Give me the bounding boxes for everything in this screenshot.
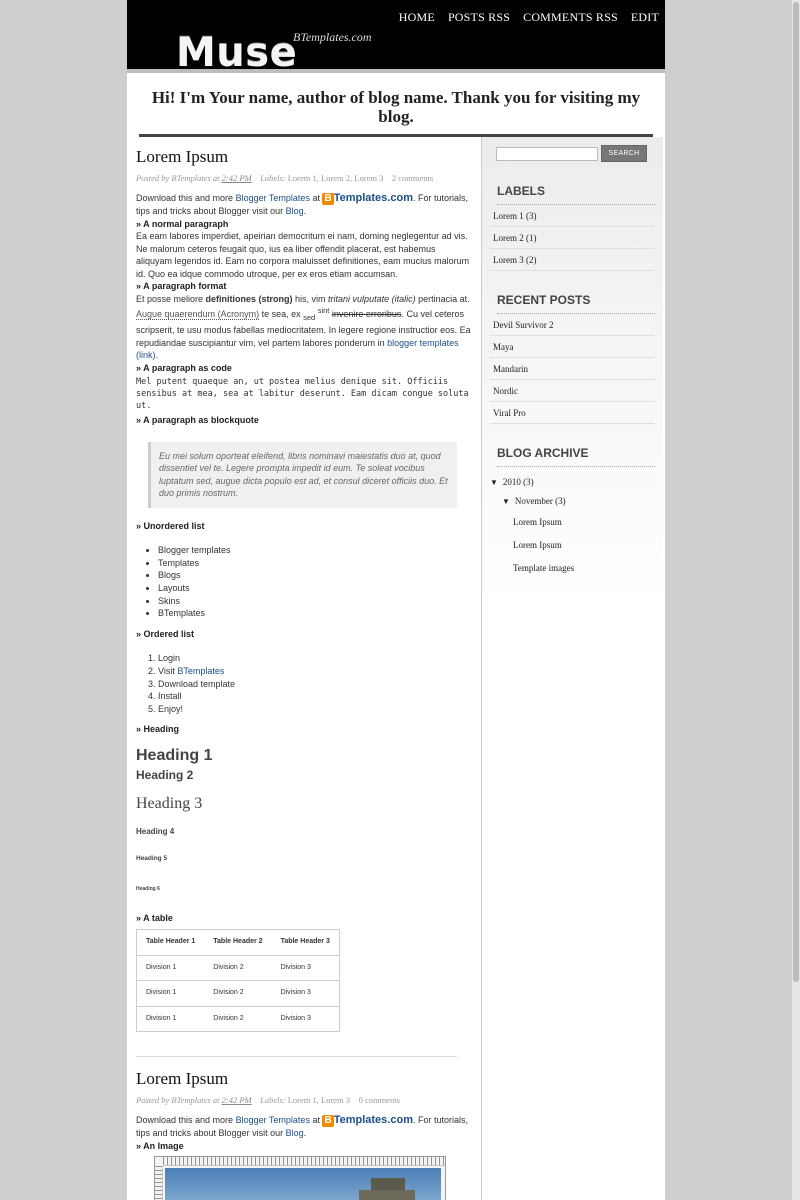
blog-tagline: BTemplates.com <box>293 30 372 44</box>
list-item: • Blogger templates <box>158 544 473 557</box>
intro-text: Download this and more <box>136 1114 236 1125</box>
list-item: 4. Install <box>158 690 473 703</box>
blogger-templates-link-2[interactable]: blogger templates (link) <box>136 337 459 361</box>
blog-link[interactable]: Blog <box>285 206 304 216</box>
intro-end: . <box>303 1128 307 1139</box>
post-time[interactable]: 2:42 PM <box>221 1095 252 1106</box>
intro-at: at <box>309 192 323 203</box>
nav-posts-rss[interactable]: POSTS RSS <box>447 10 511 24</box>
list-item: 1. Login <box>158 652 473 665</box>
post-labels-prefix: Labels: <box>260 1095 288 1106</box>
table-cell: Division 3 <box>280 1014 311 1022</box>
paragraph-format <box>136 293 473 362</box>
blogger-templates-link[interactable]: Blogger Templates <box>235 192 310 203</box>
recent-post-item[interactable]: Mandarin <box>490 358 655 380</box>
heading-3: Heading 3 <box>136 794 203 812</box>
blog-archive-title: BLOG ARCHIVE <box>497 446 655 467</box>
table-row <box>137 955 340 981</box>
label-item[interactable]: Lorem 2 (1) <box>490 227 655 249</box>
collapse-arrow-icon[interactable]: ▼ <box>490 478 498 487</box>
list-item: 3. Download template <box>158 678 473 691</box>
btemplates-logo-text: Templates.com <box>333 191 413 204</box>
btemplates-logo[interactable] <box>322 1114 413 1126</box>
table-cell: Division 2 <box>213 1014 244 1022</box>
archive-post[interactable]: Lorem Ipsum <box>513 540 562 550</box>
labels-widget-title: LABELS <box>497 184 655 205</box>
archive-post[interactable]: Template images <box>513 563 575 573</box>
post-intro <box>136 1114 473 1140</box>
list-item: 5. Enjoy! <box>158 703 473 716</box>
post-meta <box>136 172 473 185</box>
blockquote-heading: » A paragraph as blockquote <box>136 415 259 426</box>
table-cell: Division 2 <box>204 955 271 981</box>
sidebar <box>481 137 663 602</box>
recent-post-item[interactable]: Devil Survivor 2 <box>490 314 655 336</box>
format-text-b: his, vim <box>292 293 329 304</box>
page-container <box>127 0 665 1200</box>
post-author: Posted by BTemplates at <box>136 173 222 183</box>
table-header: Table Header 1 <box>137 930 205 956</box>
post-intro <box>136 192 473 218</box>
intro-text: Download this and more <box>136 192 236 203</box>
format-strikethrough: invenire erroribus <box>331 309 402 319</box>
post-meta <box>136 1094 473 1107</box>
recent-posts-list <box>490 314 655 424</box>
search-form <box>496 145 655 162</box>
post-labels[interactable]: Lorem 1, Lorem 3 <box>287 1095 351 1106</box>
table-row <box>137 981 340 1007</box>
btemplates-logo-text: Templates.com <box>333 1113 413 1126</box>
normal-paragraph-heading: » A normal paragraph <box>136 218 229 229</box>
nav-comments-rss[interactable]: COMMENTS RSS <box>523 10 618 24</box>
table-cell: Division 1 <box>137 981 205 1007</box>
label-item[interactable]: Lorem 1 (3) <box>490 205 655 227</box>
normal-paragraph: Ea eam labores imperdiet, apeirian democritum ei nam, doming neglegentur ad vis. Ne malorum ceteros feugait quo, ius ea liber offendit placerat, est habemus aliquyam legendos id. Eam no corpora maluisset definitiones, eam mucius malorum id. Quo ea idque commodo utroque, per ex eros etiam accumsan. <box>136 231 470 279</box>
archive-year[interactable] <box>490 467 655 491</box>
ruler-top <box>163 1157 445 1166</box>
table-cell: Division 2 <box>204 981 271 1007</box>
post-comments-link[interactable]: 2 comments <box>391 173 434 183</box>
heading-2: Heading 2 <box>136 768 194 783</box>
blog-link[interactable]: Blog <box>285 1128 304 1139</box>
table-cell: Division 3 <box>272 981 340 1007</box>
labels-list <box>490 205 655 271</box>
intro-at: at <box>309 1114 323 1125</box>
search-button[interactable]: SEARCH <box>601 145 647 162</box>
format-text-e: . Cu vel ceteros scripserit, te usu modus fabellas mediocritatem. In legere regione instructior eos. Ea repudiandae suscipiantur vim, vel partem labores ponderum in <box>136 309 471 348</box>
format-text-d: te sea, ex <box>259 309 304 319</box>
heading-5: Heading 5 <box>136 854 168 862</box>
blockquote: Eu mei solum oporteat eleifend, libris nominavi maiestatis duo at, quod dissentiet vel te. Legere prompta impedit id eum. Te soleat vocibus luptatum sed, augue dicta populo est ad, et consul diceret officiis duo. Et duo primis nostrum. <box>148 442 457 508</box>
post-author: Posted by BTemplates at <box>136 1095 222 1106</box>
list-item: • Skins <box>158 595 473 608</box>
code-paragraph: Mel putent quaeque an, ut postea melius denique sit. Officiis sensibus at mea, sea at labitur deserunt. Eam dicam congue soluta ut. <box>136 377 469 412</box>
recent-post-item[interactable]: Viral Pro <box>490 402 655 424</box>
ordered-list-heading: » Ordered list <box>136 628 195 639</box>
format-superscript: sint <box>317 306 330 315</box>
blogger-templates-link[interactable]: Blogger Templates <box>235 1114 310 1125</box>
post-comments-link[interactable]: 0 comments <box>358 1095 400 1106</box>
list-item <box>158 665 473 678</box>
btemplates-logo-b: B <box>324 1114 332 1126</box>
heading-6: Heading 6 <box>136 886 160 893</box>
intro-text-2: . For tutorials, tips and tricks about Blogger visit our <box>136 1114 468 1139</box>
top-nav <box>399 10 659 25</box>
ruler-left <box>155 1166 163 1200</box>
post-title[interactable]: Lorem Ipsum <box>136 147 229 166</box>
archive-post[interactable]: Lorem Ipsum <box>513 517 562 527</box>
post-time[interactable]: 2:42 PM <box>221 173 252 183</box>
table-row <box>137 1006 340 1032</box>
archive-year-label[interactable]: 2010 <box>502 477 521 487</box>
heading-1: Heading 1 <box>136 746 213 764</box>
btemplates-link[interactable]: BTemplates <box>177 665 225 676</box>
post-image[interactable] <box>154 1156 446 1200</box>
list-item: • Templates <box>158 557 473 570</box>
unordered-list-heading: » Unordered list <box>136 520 205 531</box>
list-item: • Blogs <box>158 569 473 582</box>
scrollbar-thumb[interactable] <box>793 2 799 982</box>
blog-logo[interactable]: Muse <box>176 30 298 70</box>
heading-4: Heading 4 <box>136 827 175 837</box>
format-subscript: sed <box>303 312 316 322</box>
table-header: Table Header 3 <box>272 930 340 956</box>
format-text-c: pertinacia at. <box>415 293 470 304</box>
search-input[interactable] <box>496 147 598 161</box>
ruins-photo <box>165 1168 441 1200</box>
archive-year-count: (3) <box>523 477 534 487</box>
label-item[interactable]: Lorem 3 (2) <box>490 249 655 271</box>
format-acronym[interactable]: Augue quaerendum (Acronym) <box>136 309 260 319</box>
welcome-message: Hi! I'm Your name, author of blog name. Thank you for visiting my blog. <box>151 88 641 126</box>
collapse-arrow-icon[interactable]: ▼ <box>502 497 510 506</box>
heading-section-heading: » Heading <box>136 724 180 735</box>
page-scrollbar[interactable] <box>792 0 800 1200</box>
archive-month-count: (3) <box>555 496 566 506</box>
table-header-row <box>137 930 340 956</box>
nav-home[interactable]: HOME <box>398 10 435 24</box>
nav-edit[interactable]: EDIT <box>630 10 659 24</box>
format-text-a: Et posse meliore <box>136 293 206 304</box>
format-end: . <box>155 350 159 361</box>
post-2 <box>127 1057 481 1200</box>
post-title[interactable]: Lorem Ipsum <box>136 1069 229 1089</box>
table-cell: Division 1 <box>137 955 205 981</box>
format-strong: definitiones (strong) <box>205 293 293 304</box>
ruin-building <box>359 1190 415 1200</box>
blog-header <box>127 0 665 69</box>
code-heading: » A paragraph as code <box>136 362 232 373</box>
table-heading: » A table <box>136 912 173 923</box>
list-item: • Layouts <box>158 582 473 595</box>
intro-text-2: . For tutorials, tips and tricks about Blogger visit our <box>136 192 468 216</box>
intro-end: . <box>303 206 307 216</box>
table-header: Table Header 2 <box>204 930 271 956</box>
main-column <box>127 137 481 1200</box>
recent-post-item[interactable]: Maya <box>490 336 655 358</box>
list-item: • BTemplates <box>158 607 473 620</box>
blog-archive <box>490 467 655 579</box>
post-1 <box>127 137 481 1057</box>
table-cell: Division 3 <box>272 955 340 981</box>
list-item-text: Visit <box>158 665 178 676</box>
archive-month[interactable] <box>490 491 655 510</box>
post-labels-prefix: Labels: <box>260 173 288 183</box>
btemplates-logo[interactable] <box>322 192 413 204</box>
sample-table <box>136 929 340 1032</box>
btemplates-logo-b: B <box>324 192 332 204</box>
paragraph-format-heading: » A paragraph format <box>136 281 227 291</box>
post-labels[interactable]: Lorem 1, Lorem 2, Lorem 3 <box>287 173 384 183</box>
unordered-list <box>158 544 473 620</box>
table-cell: Division 1 <box>146 1014 177 1022</box>
recent-posts-title: RECENT POSTS <box>497 293 655 314</box>
format-italic: tritani vulputate (italic) <box>328 293 416 304</box>
archive-month-label[interactable]: November <box>514 496 553 506</box>
image-heading: » An Image <box>136 1140 184 1151</box>
ordered-list <box>158 652 473 715</box>
recent-post-item[interactable]: Nordic <box>490 380 655 402</box>
